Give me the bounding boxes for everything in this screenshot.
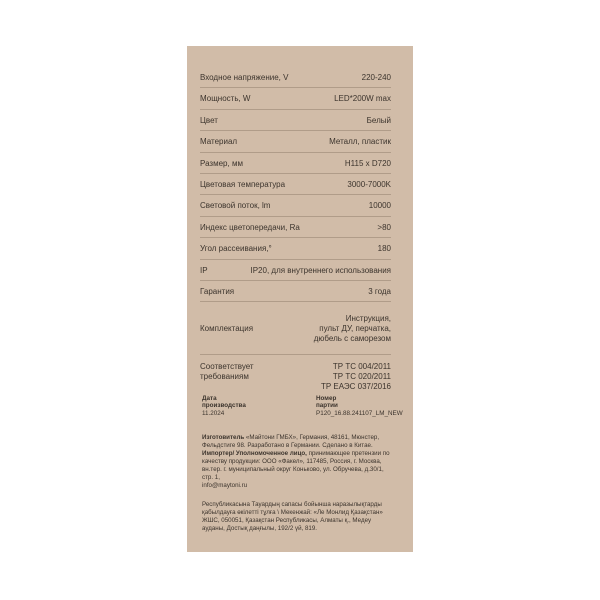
spec-row	[200, 67, 391, 88]
spec-row	[200, 153, 391, 174]
manufacturer-text: «Майтони ГМБХ», Германия, 48161, Мюнстер, Фельдстиге 98. Разработано в Германии. Сделано в Китае.	[202, 434, 380, 449]
batch-number	[316, 395, 403, 417]
spec-value: 180	[377, 244, 391, 254]
specs-table	[200, 67, 391, 392]
spec-label: Световой поток, lm	[200, 201, 271, 211]
batch-number-label: Номер партии	[316, 395, 338, 409]
importer-text: принимающее претензии по качеству продукции: ООО «Факел», 117485, Россия, г. Москва, вн.тер. г. муниципальный округ Коньково, ул. Обручева, д.30/1, стр. 1,	[202, 450, 390, 481]
spec-value: H115 x D720	[344, 158, 391, 168]
spec-value: 3 года	[368, 286, 391, 296]
spec-row	[200, 110, 391, 131]
spec-label: Цветовая температура	[200, 179, 286, 189]
manufacturer-info	[202, 434, 394, 450]
spec-row	[200, 88, 391, 109]
spec-row	[200, 238, 391, 259]
kazakhstan-info: Республикасына Тауардың сапасы бойынша наразылықтарды қабылдауға өкілетті тұлға \ Мекенжай: «Ле Монлид Қазақстан» ЖШС, 050051, Қазақстан Республикасы, Алматы қ., Медеу ауданы, Достық даңғылы, 192/2 үй, 819.	[202, 501, 383, 532]
spec-value: Белый	[366, 115, 391, 125]
spec-label: Мощность, W	[200, 94, 251, 104]
importer-info	[202, 450, 394, 482]
spec-value: LED*200W max	[334, 94, 391, 104]
manufacturer-label: Изготовитель	[202, 434, 245, 441]
spec-label: Материал	[200, 137, 238, 147]
spec-value: >80	[377, 222, 391, 232]
spec-label: Цвет	[200, 115, 218, 125]
production-date	[202, 395, 246, 417]
spec-row	[200, 131, 391, 152]
spec-label: Входное напряжение, V	[200, 73, 289, 82]
spec-row	[200, 281, 391, 302]
spec-value: Металл, пластик	[329, 137, 391, 147]
spec-row	[200, 260, 391, 281]
spec-label: Комплектация	[200, 324, 254, 334]
spec-label: Гарантия	[200, 286, 235, 296]
spec-label: Индекс цветопередачи, Ra	[200, 222, 300, 232]
spec-label: IP	[200, 265, 208, 275]
contact-email: info@maytoni.ru	[202, 482, 248, 489]
product-label-card	[187, 46, 413, 552]
spec-row	[200, 195, 391, 216]
spec-label: Угол рассеивания,°	[200, 244, 272, 254]
legal-info	[202, 434, 394, 533]
spec-row	[200, 217, 391, 238]
spec-value: 220-240	[361, 73, 391, 82]
spec-value: IP20, для внутреннего использования	[250, 265, 391, 275]
spec-row	[200, 302, 391, 355]
production-date-label: Дата производства	[202, 395, 246, 409]
spec-value: ТР ТС 004/2011 ТР ТС 020/2011 ТР ЕАЭС 037/2016	[320, 362, 391, 392]
spec-row	[200, 355, 391, 392]
importer-label: Импортер/ Уполномоченное лицо,	[202, 450, 307, 457]
spec-label: Размер, мм	[200, 158, 243, 168]
production-date-value: 11.2024	[202, 410, 225, 417]
spec-value: 3000-7000K	[347, 179, 391, 189]
batch-number-value: P120_16.88.241107_LM_NEW	[316, 410, 403, 417]
spec-value: Инструкция, пульт ДУ, перчатка, дюбель с саморезом	[313, 314, 391, 344]
spec-value: 10000	[368, 201, 391, 211]
spec-row	[200, 174, 391, 195]
spec-label: Соответствует требованиям	[200, 362, 254, 382]
